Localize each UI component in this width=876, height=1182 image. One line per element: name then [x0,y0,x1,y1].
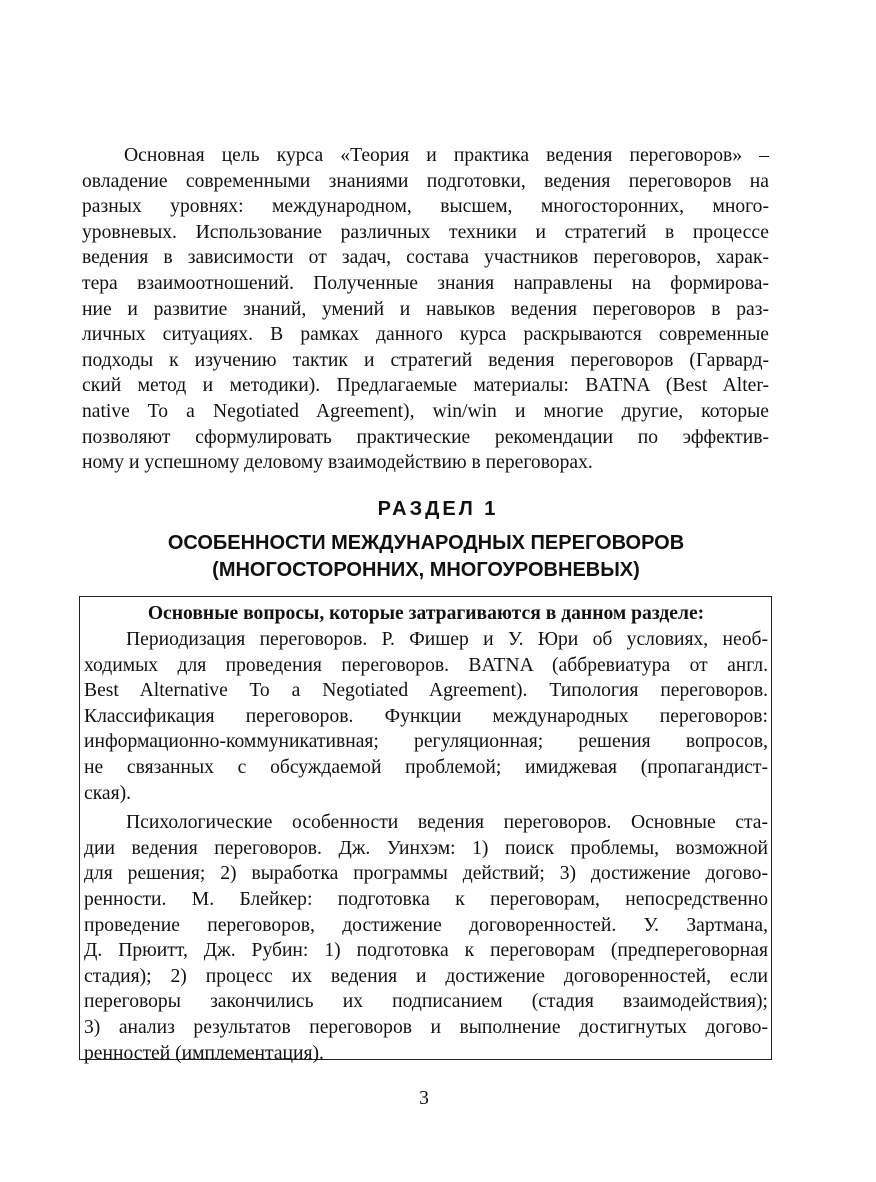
box-paragraph-1-line: Периодизация переговоров. Р. Фишер и У. Юри об условиях, необ- [126,629,768,650]
box-paragraph-2-line: Д. Прюитт, Дж. Рубин: 1) подготовка к переговорам (предпереговорная [84,940,768,962]
key-questions-heading: Основные вопросы, которые затрагиваются в данном разделе: [147,603,705,624]
intro-line: позволяют сформулировать практические рекомендации по эффектив- [82,426,769,448]
intro-line: ному и успешному деловому взаимодействию в переговорах. [82,452,593,474]
intro-line: уровневых. Использование различных техники и стратегий в процессе [82,221,769,243]
intro-line: ский метод и методики). Предлагаемые материалы: BATNA (Best Alter- [82,375,769,397]
box-paragraph-2-line: стадия); 2) процесс их ведения и достижение договоренностей, если [84,965,768,987]
intro-line: тера взаимоотношений. Полученные знания направлены на формирова- [82,272,769,294]
intro-line: native To a Negotiated Agreement), win/win и многие другие, которые [82,400,769,422]
box-paragraph-2-line: Психологические особенности ведения переговоров. Основные ста- [126,812,768,834]
box-paragraph-2-line: для решения; 2) выработка программы действий; 3) достижение догово- [84,863,768,885]
box-paragraph-2-line: переговоры закончились их подписанием (стадия взаимодействия); [84,991,768,1013]
box-paragraph-1-line: не связанных с обсуждаемой проблемой; имиджевая (пропагандист- [84,756,768,778]
intro-line: разных уровнях: международном, высшем, многосторонних, много- [82,196,769,218]
box-paragraph-1-line: информационно-коммуникативная; регуляционная; решения вопросов, [84,731,768,753]
section-title-line: (МНОГОСТОРОННИХ, МНОГОУРОВНЕВЫХ) [212,559,640,581]
box-paragraph-1-line: ходимых для проведения переговоров. BATNA (аббревиатура от англ. [84,654,768,676]
box-paragraph-1-line: Best Alternative To a Negotiated Agreement). Типология переговоров. [84,680,768,702]
box-paragraph-2-line: 3) анализ результатов переговоров и выполнение достигнутых догово- [84,1016,768,1038]
section-label: РАЗДЕЛ 1 [377,498,499,520]
intro-line: подходы к изучению тактик и стратегий ведения переговоров (Гарвард- [82,349,769,371]
box-paragraph-2-line: ренности. М. Блейкер: подготовка к переговорам, непосредственно [84,888,768,910]
intro-line: личных ситуациях. В рамках данного курса раскрываются современные [82,324,769,346]
box-paragraph-2-line: дии ведения переговоров. Дж. Уинхэм: 1) поиск проблемы, возможной [84,837,768,859]
box-paragraph-2-line: проведение переговоров, достижение договоренностей. У. Зартмана, [84,914,768,936]
intro-line: ние и развитие знаний, умений и навыков ведения переговоров в раз- [82,298,769,320]
intro-paragraph [82,143,769,476]
section-title-line: ОСОБЕННОСТИ МЕЖДУНАРОДНЫХ ПЕРЕГОВОРОВ [167,532,685,554]
intro-line: ведения в зависимости от задач, состава участников переговоров, харак- [82,247,769,269]
page-number: 3 [419,1088,429,1109]
key-questions-box [79,596,772,1064]
section-title [0,530,852,584]
intro-line: овладение современными знаниями подготовки, ведения переговоров на [82,170,769,192]
intro-line: Основная цель курса «Теория и практика ведения переговоров» – [124,145,769,166]
key-questions-content [84,601,768,1066]
box-paragraph-2-line: ренностей (имплементация). [84,1042,324,1064]
box-paragraph-1-line: ская). [84,782,132,804]
box-paragraph-1-line: Классификация переговоров. Функции международных переговоров: [84,705,768,727]
